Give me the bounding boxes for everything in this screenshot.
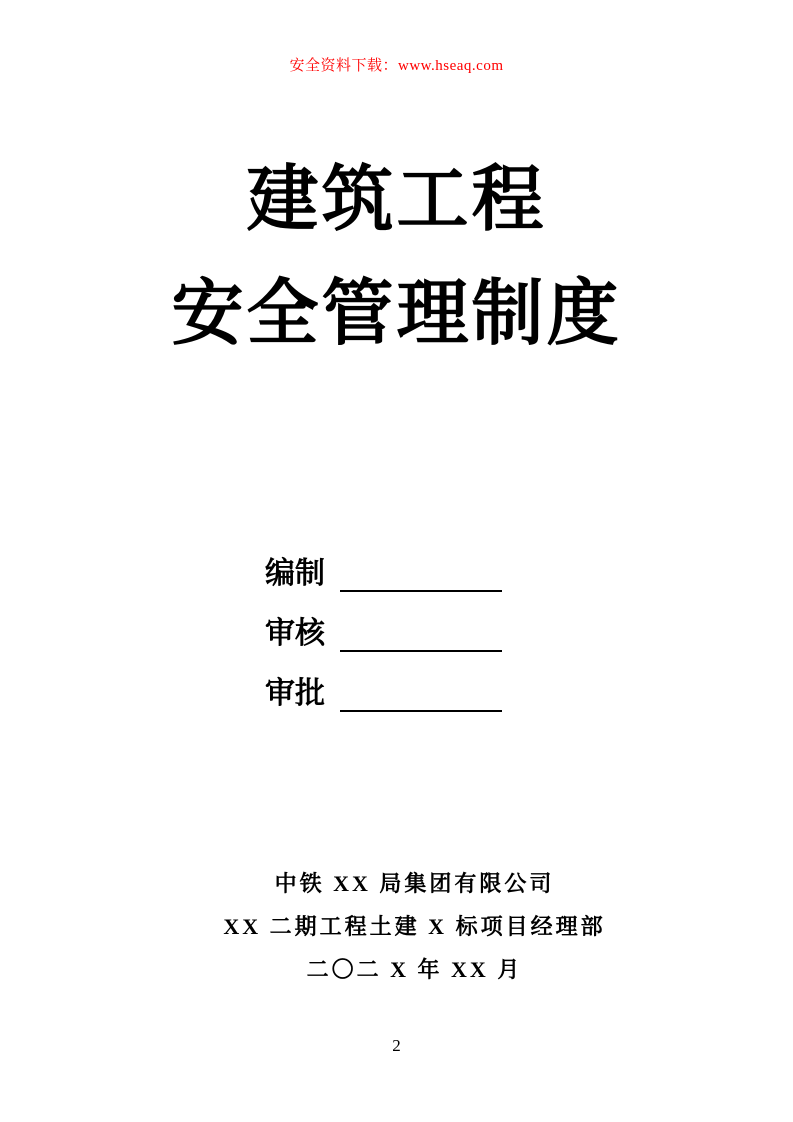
document-date: 二〇二 X 年 XX 月	[306, 957, 523, 982]
signature-label-shenhe: 审核	[265, 617, 325, 650]
signature-line-shenpi	[340, 710, 502, 712]
signature-label-shenpi: 审批	[265, 677, 325, 710]
signature-row-shenpi	[265, 674, 502, 712]
signature-label-bianzhi: 编制	[265, 557, 325, 590]
signature-line-shenhe	[340, 650, 502, 652]
signature-row-bianzhi	[265, 554, 502, 592]
page-number: 2	[392, 1036, 401, 1055]
department-name: XX 二期工程土建 X 标项目经理部	[223, 914, 606, 939]
company-name: 中铁 XX 局集团有限公司	[274, 871, 555, 896]
document-title-line2: 安全管理制度	[171, 274, 622, 354]
footer-block	[18, 862, 793, 991]
signature-line-bianzhi	[340, 590, 502, 592]
document-title-line1: 建筑工程	[246, 160, 547, 240]
download-notice: 安全资料下载：www.hseaq.com	[289, 58, 504, 74]
signature-row-shenhe	[265, 614, 502, 652]
